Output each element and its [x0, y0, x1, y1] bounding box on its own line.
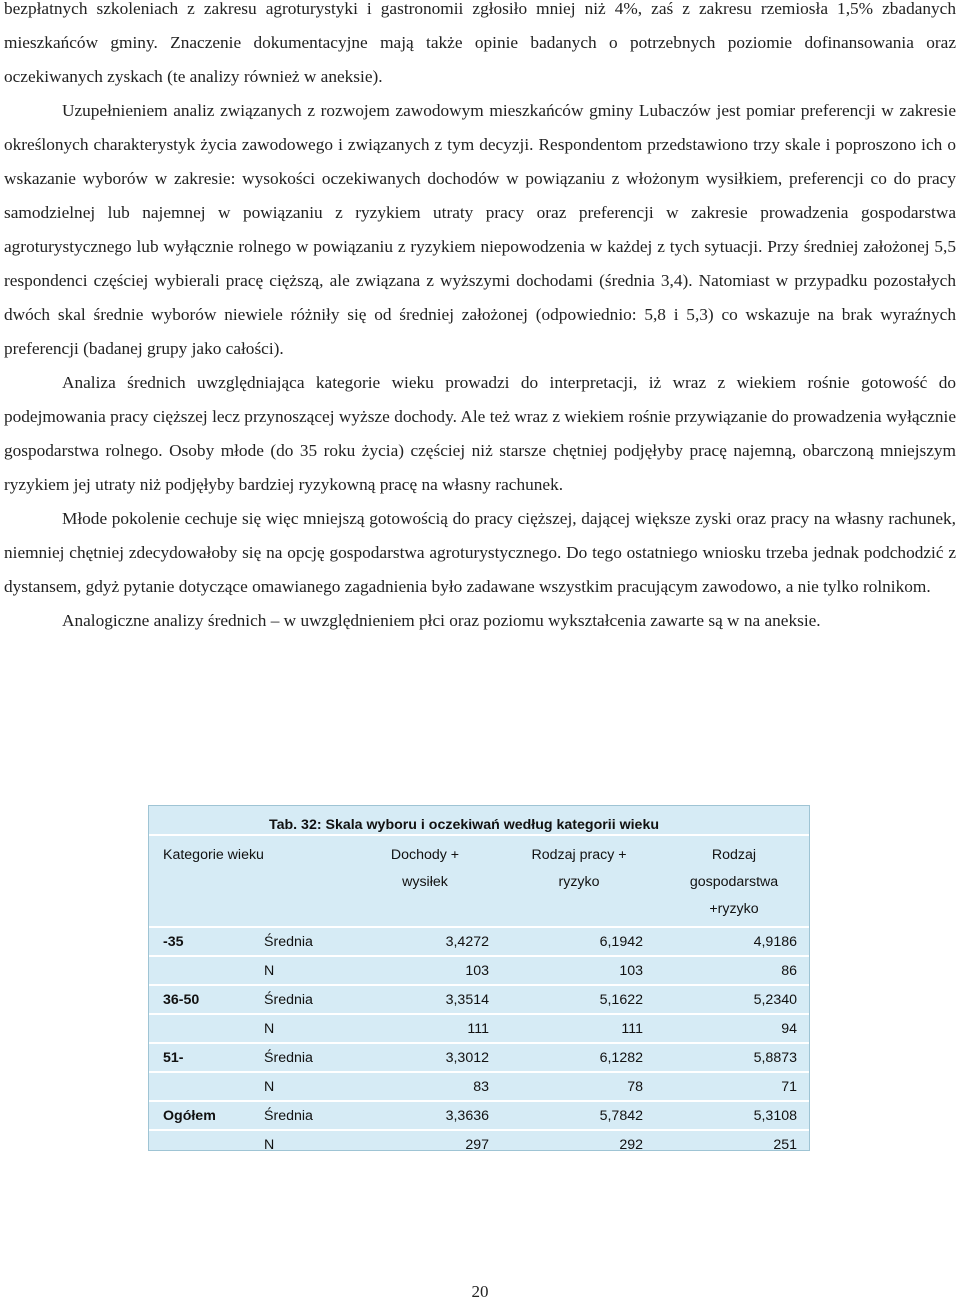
- value-cell: 251: [773, 1137, 797, 1153]
- paragraph: Analogiczne analizy średnich – w uwzględnieniem płci oraz poziomu wykształcenia zawarte są w na aneksie.: [62, 611, 821, 630]
- stat-cell: N: [264, 1079, 275, 1095]
- value-cell: 292: [619, 1137, 643, 1153]
- table-row: [149, 928, 809, 957]
- value-cell: 103: [465, 963, 489, 979]
- paragraph: Analiza średnich uwzględniająca kategorie wieku prowadzi do interpretacji, iż wraz z wiekiem rośnie gotowość do podejmowania pracy cięższej lecz przynoszącej wyższe dochody. Ale też wraz z wiekiem rośnie przywiązanie do prowadzenia wyłącznie gospodarstwa rolnego. Osoby młode (do 35 roku życia) częściej niż starsze chętniej podjęłyby pracę najemną, obarczoną mniejszym ryzykiem jej utraty niż podjęłyby bardziej ryzykowną pracę na własny rachunek.: [4, 373, 956, 494]
- value-cell: 3,3012: [445, 1050, 489, 1066]
- value-cell: 6,1942: [599, 934, 643, 950]
- page-number: 20: [471, 1282, 489, 1301]
- value-cell: 4,9186: [753, 934, 797, 950]
- table-title: Tab. 32: Skala wyboru i oczekiwań według kategorii wieku: [269, 817, 660, 833]
- value-cell: 103: [619, 963, 643, 979]
- table-header: [149, 836, 809, 928]
- paragraph: bezpłatnych szkoleniach z zakresu agroturystyki i gastronomii zgłosiło mniej niż 4%, zaś z zakresu rzemiosła 1,5% zbadanych mieszkańców gminy. Znaczenie dokumentacyjne mają także opinie badanych o potrzebnych poziomie dofinansowania oraz oczekiwanych zyskach (te analizy również w aneksie).: [4, 0, 956, 86]
- header-cell: Rodzaj gospodarstwa +ryzyko: [689, 847, 779, 917]
- group-cell: -35: [163, 934, 184, 950]
- table-row: [149, 1131, 809, 1153]
- value-cell: 6,1282: [599, 1050, 643, 1066]
- group-cell: 36-50: [163, 992, 200, 1008]
- stat-cell: N: [264, 963, 275, 979]
- header-cell: Rodzaj pracy + ryzyko: [531, 847, 627, 890]
- value-cell: 3,3514: [445, 992, 489, 1008]
- value-cell: 5,1622: [599, 992, 643, 1008]
- header-cell: Dochody + wysiłek: [390, 847, 460, 890]
- value-cell: 111: [621, 1021, 643, 1037]
- body-text: [4, 0, 956, 638]
- data-table: [148, 805, 810, 1151]
- group-cell: Ogółem: [163, 1108, 216, 1124]
- value-cell: 3,3636: [445, 1108, 489, 1124]
- stat-cell: Średnia: [264, 1050, 313, 1066]
- stat-cell: N: [264, 1137, 275, 1153]
- value-cell: 83: [473, 1079, 489, 1095]
- value-cell: 71: [781, 1079, 797, 1095]
- value-cell: 111: [467, 1021, 489, 1037]
- value-cell: 297: [465, 1137, 489, 1153]
- value-cell: 5,8873: [753, 1050, 797, 1066]
- value-cell: 5,7842: [599, 1108, 643, 1124]
- table-row: [149, 1102, 809, 1131]
- stat-cell: Średnia: [264, 992, 313, 1008]
- group-cell: 51-: [163, 1050, 184, 1066]
- paragraph: Młode pokolenie cechuje się więc mniejszą gotowością do pracy cięższej, dającej większe zyski oraz pracy na własny rachunek, niemniej chętniej zdecydowałoby się na opcję gospodarstwa agroturystycznego. Do tego ostatniego wniosku trzeba jednak podchodzić z dystansem, gdyż pytanie dotyczące omawianego zagadnienia było zadawane wszystkim pracującym zawodowo, a nie tylko rolnikom.: [4, 509, 956, 596]
- value-cell: 94: [781, 1021, 797, 1037]
- table-row: [149, 1073, 809, 1102]
- table-row: [149, 1015, 809, 1044]
- table-title-row: [149, 806, 809, 836]
- table-row: [149, 957, 809, 986]
- stat-cell: Średnia: [264, 1108, 313, 1124]
- value-cell: 86: [781, 963, 797, 979]
- header-cell: Kategorie wieku: [163, 847, 264, 863]
- paragraph: Uzupełnieniem analiz związanych z rozwojem zawodowym mieszkańców gminy Lubaczów jest pomiar preferencji w zakresie określonych charakterystyk życia zawodowego i związanych z tym decyzji. Respondentom przedstawiono trzy skale i poproszono ich o wskazanie wyborów w zakresie: wysokości oczekiwanych dochodów w powiązaniu z włożonym wysiłkiem, preferencji co do pracy samodzielnej lub najemnej w powiązaniu z ryzykiem utraty pracy oraz preferencji w zakresie prowadzenia gospodarstwa agroturystycznego lub wyłącznie rolnego w powiązaniu z ryzykiem niepowodzenia w każdej z tych sytuacji. Przy średniej założonej 5,5 respondenci częściej wybierali pracę cięższą, ale związana z wyższymi dochodami (średnia 3,4). Natomiast w przypadku pozostałych dwóch skal średnie wyborów niewiele różniły się od średniej założonej (odpowiednio: 5,8 i 5,3) co wskazuje na brak wyraźnych preferencji (badanej grupy jako całości).: [4, 101, 956, 358]
- stat-cell: Średnia: [264, 934, 313, 950]
- table-row: [149, 1044, 809, 1073]
- stat-cell: N: [264, 1021, 275, 1037]
- value-cell: 3,4272: [445, 934, 489, 950]
- value-cell: 5,3108: [753, 1108, 797, 1124]
- value-cell: 5,2340: [753, 992, 797, 1008]
- table-row: [149, 986, 809, 1015]
- value-cell: 78: [627, 1079, 643, 1095]
